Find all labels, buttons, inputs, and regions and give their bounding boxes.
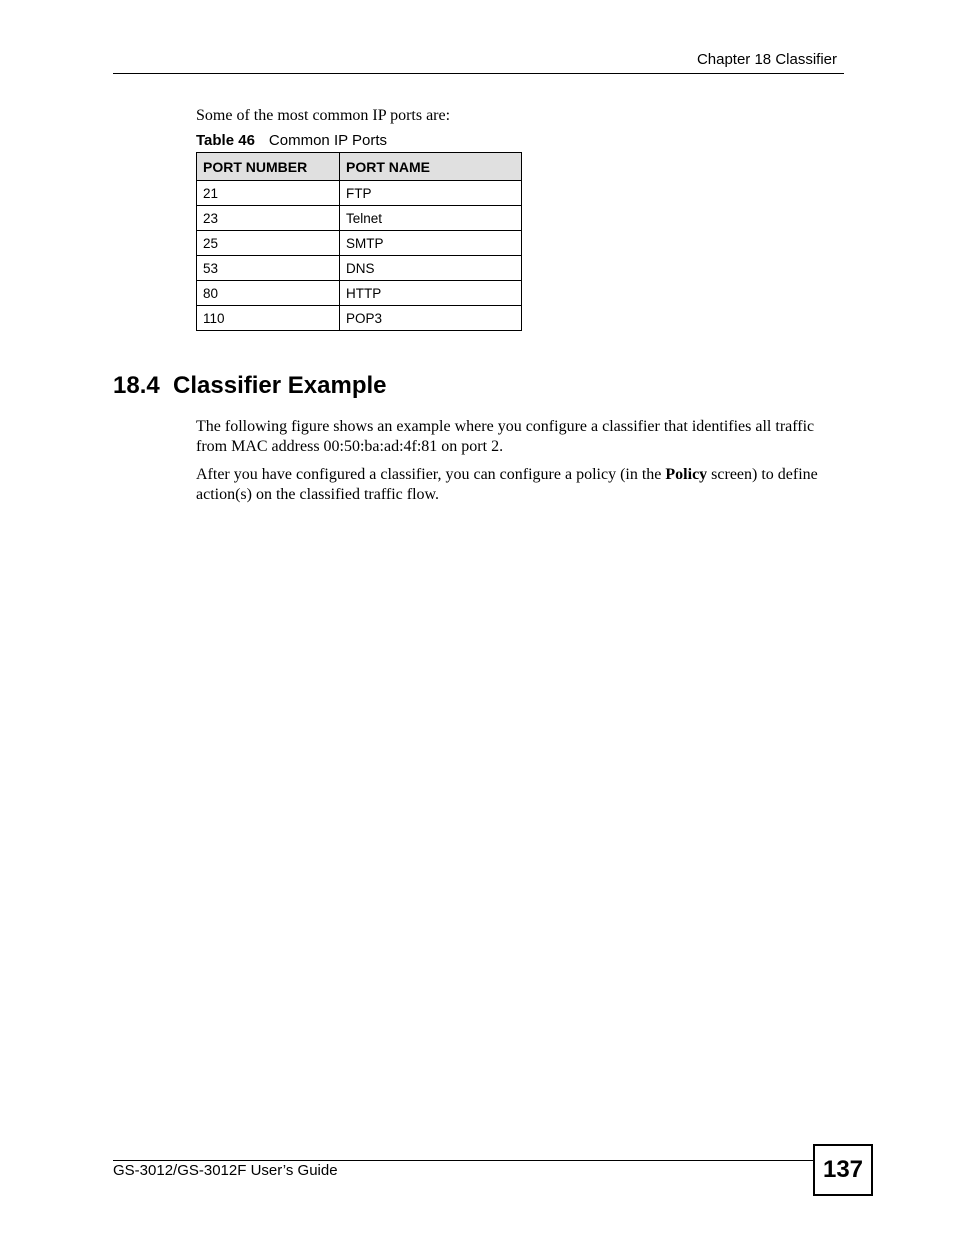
port-number-cell: 23 xyxy=(197,206,340,231)
table-caption xyxy=(196,132,387,149)
table-label: Table 46 xyxy=(196,132,255,149)
table-title: Common IP Ports xyxy=(268,132,388,149)
port-name-cell: POP3 xyxy=(340,306,522,331)
intro-text: Some of the most common IP ports are: xyxy=(196,107,451,124)
table-row xyxy=(197,231,522,256)
table-row xyxy=(197,281,522,306)
body-paragraph-2 xyxy=(196,465,836,505)
port-name-cell: SMTP xyxy=(340,231,522,256)
port-number-cell: 25 xyxy=(197,231,340,256)
table-row xyxy=(197,306,522,331)
body-paragraph-1: The following figure shows an example where you configure a classifier that identifies all traffic from MAC address 00:50:ba:ad:4f:81 on port 2. xyxy=(196,418,815,455)
port-number-cell: 21 xyxy=(197,181,340,206)
ports-table xyxy=(196,152,522,331)
table-row xyxy=(197,256,522,281)
table-row xyxy=(197,181,522,206)
chapter-header: Chapter 18 Classifier xyxy=(696,51,837,68)
paragraph-2-text-start: After you have configured a classifier, you can configure a policy (in the xyxy=(196,466,666,483)
column-header-port-number: PORT NUMBER xyxy=(197,153,340,181)
port-number-cell: 80 xyxy=(197,281,340,306)
footer-rule xyxy=(113,1160,813,1161)
guide-title: GS-3012/GS-3012F User’s Guide xyxy=(113,1162,338,1179)
table-row xyxy=(197,206,522,231)
port-name-cell: FTP xyxy=(340,181,522,206)
paragraph-2-text-end: screen) to define action(s) on the classified traffic flow. xyxy=(196,466,818,503)
page-number: 137 xyxy=(813,1144,873,1196)
port-name-cell: HTTP xyxy=(340,281,522,306)
header-rule xyxy=(113,73,844,74)
port-number-cell: 53 xyxy=(197,256,340,281)
column-header-port-name: PORT NAME xyxy=(340,153,522,181)
port-name-cell: Telnet xyxy=(340,206,522,231)
port-name-cell: DNS xyxy=(340,256,522,281)
port-number-cell: 110 xyxy=(197,306,340,331)
section-heading: 18.4 Classifier Example xyxy=(113,372,387,399)
table-header-row xyxy=(197,153,522,181)
policy-term: Policy xyxy=(665,466,708,483)
